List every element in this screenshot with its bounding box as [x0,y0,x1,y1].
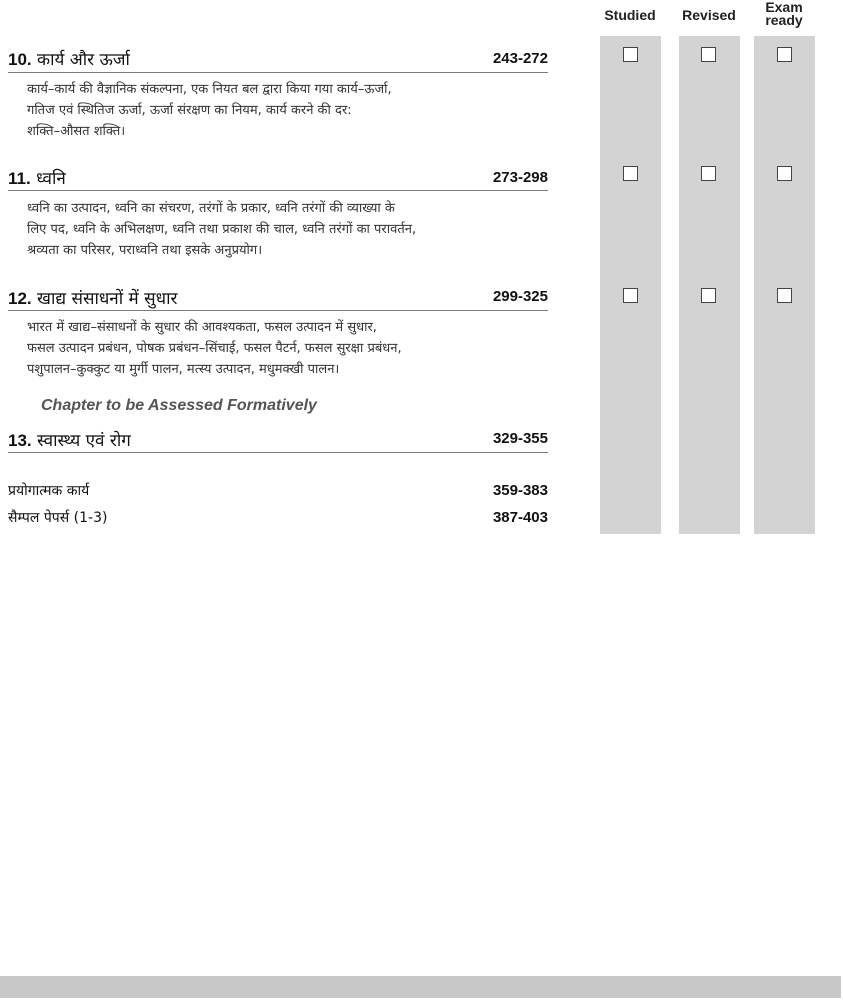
chapter-12-title [8,286,177,309]
divider [8,310,548,311]
chapter-name: खाद्य संसाधनों में सुधार [37,289,178,309]
studied-header: Studied [604,7,656,23]
chapter-10-studied-checkbox[interactable] [623,47,638,62]
chapter-12-exam-ready-checkbox[interactable] [777,288,792,303]
revised-header: Revised [682,7,736,23]
chapter-11-studied-checkbox[interactable] [623,166,638,181]
chapter-11-title [8,166,66,189]
chapter-number: 10. [8,50,32,69]
formative-assessment-label: Chapter to be Assessed Formatively [41,397,317,414]
chapter-11-revised-checkbox[interactable] [701,166,716,181]
desc-line: फसल उत्पादन प्रबंधन, पोषक प्रबंधन–सिंचाई, फसल पैटर्न, फसल सुरक्षा प्रबंधन, [27,341,402,356]
chapter-13-title [8,428,131,451]
chapter-11-pages: 273-298 [492,169,548,186]
chapter-12-studied-checkbox[interactable] [623,288,638,303]
practical-work-pages: 359-383 [492,482,548,499]
chapter-10-title [8,47,130,70]
chapter-10-revised-checkbox[interactable] [701,47,716,62]
chapter-number: 13. [8,431,32,450]
studied-column [600,36,661,534]
sample-papers-title: सैम्पल पेपर्स (1-3) [8,510,108,526]
exam-ready-column [754,36,815,534]
chapter-10-pages: 243-272 [492,50,548,67]
exam-ready-header [744,1,824,27]
revised-column [679,36,740,534]
divider [8,72,548,73]
chapter-11-exam-ready-checkbox[interactable] [777,166,792,181]
practical-work-title: प्रयोगात्मक कार्य [8,483,90,499]
divider [8,452,548,453]
chapter-name: कार्य और ऊर्जा [37,50,130,70]
sample-papers-pages: 387-403 [492,509,548,526]
desc-line: भारत में खाद्य–संसाधनों के सुधार की आवश्यकता, फसल उत्पादन में सुधार, [27,320,377,335]
chapter-10-exam-ready-checkbox[interactable] [777,47,792,62]
exam-ready-header-line1: Exam [765,0,803,15]
desc-line: लिए पद, ध्वनि के अभिलक्षण, ध्वनि तथा प्रकाश की चाल, ध्वनि तरंगों का परावर्तन, [27,222,417,237]
chapter-name: स्वास्थ्य एवं रोग [37,431,131,451]
desc-line: श्रव्यता का परिसर, पराध्वनि तथा इसके अनुप्रयोग। [27,243,263,258]
chapter-number: 12. [8,289,32,308]
chapter-13-pages: 329-355 [492,430,548,447]
chapter-11-description [27,198,527,261]
chapter-12-pages: 299-325 [492,288,548,305]
desc-line: पशुपालन–कुक्कुट या मुर्गी पालन, मत्स्य उत्पादन, मधुमक्खी पालन। [27,362,340,377]
footer-band [0,976,841,998]
desc-line: शक्ति–औसत शक्ति। [27,124,126,139]
chapter-number: 11. [8,169,31,188]
chapter-12-revised-checkbox[interactable] [701,288,716,303]
exam-ready-header-line2: ready [765,12,803,28]
chapter-12-description [27,317,527,380]
desc-line: कार्य–कार्य की वैज्ञानिक संकल्पना, एक नियत बल द्वारा किया गया कार्य–ऊर्जा, [27,82,392,97]
chapter-10-description [27,79,527,142]
divider [8,190,548,191]
desc-line: गतिज एवं स्थितिज ऊर्जा, ऊर्जा संरक्षण का नियम, कार्य करने की दर: [27,103,352,118]
chapter-name: ध्वनि [36,169,66,189]
desc-line: ध्वनि का उत्पादन, ध्वनि का संचरण, तरंगों के प्रकार, ध्वनि तरंगों की व्याख्या के [27,201,395,216]
